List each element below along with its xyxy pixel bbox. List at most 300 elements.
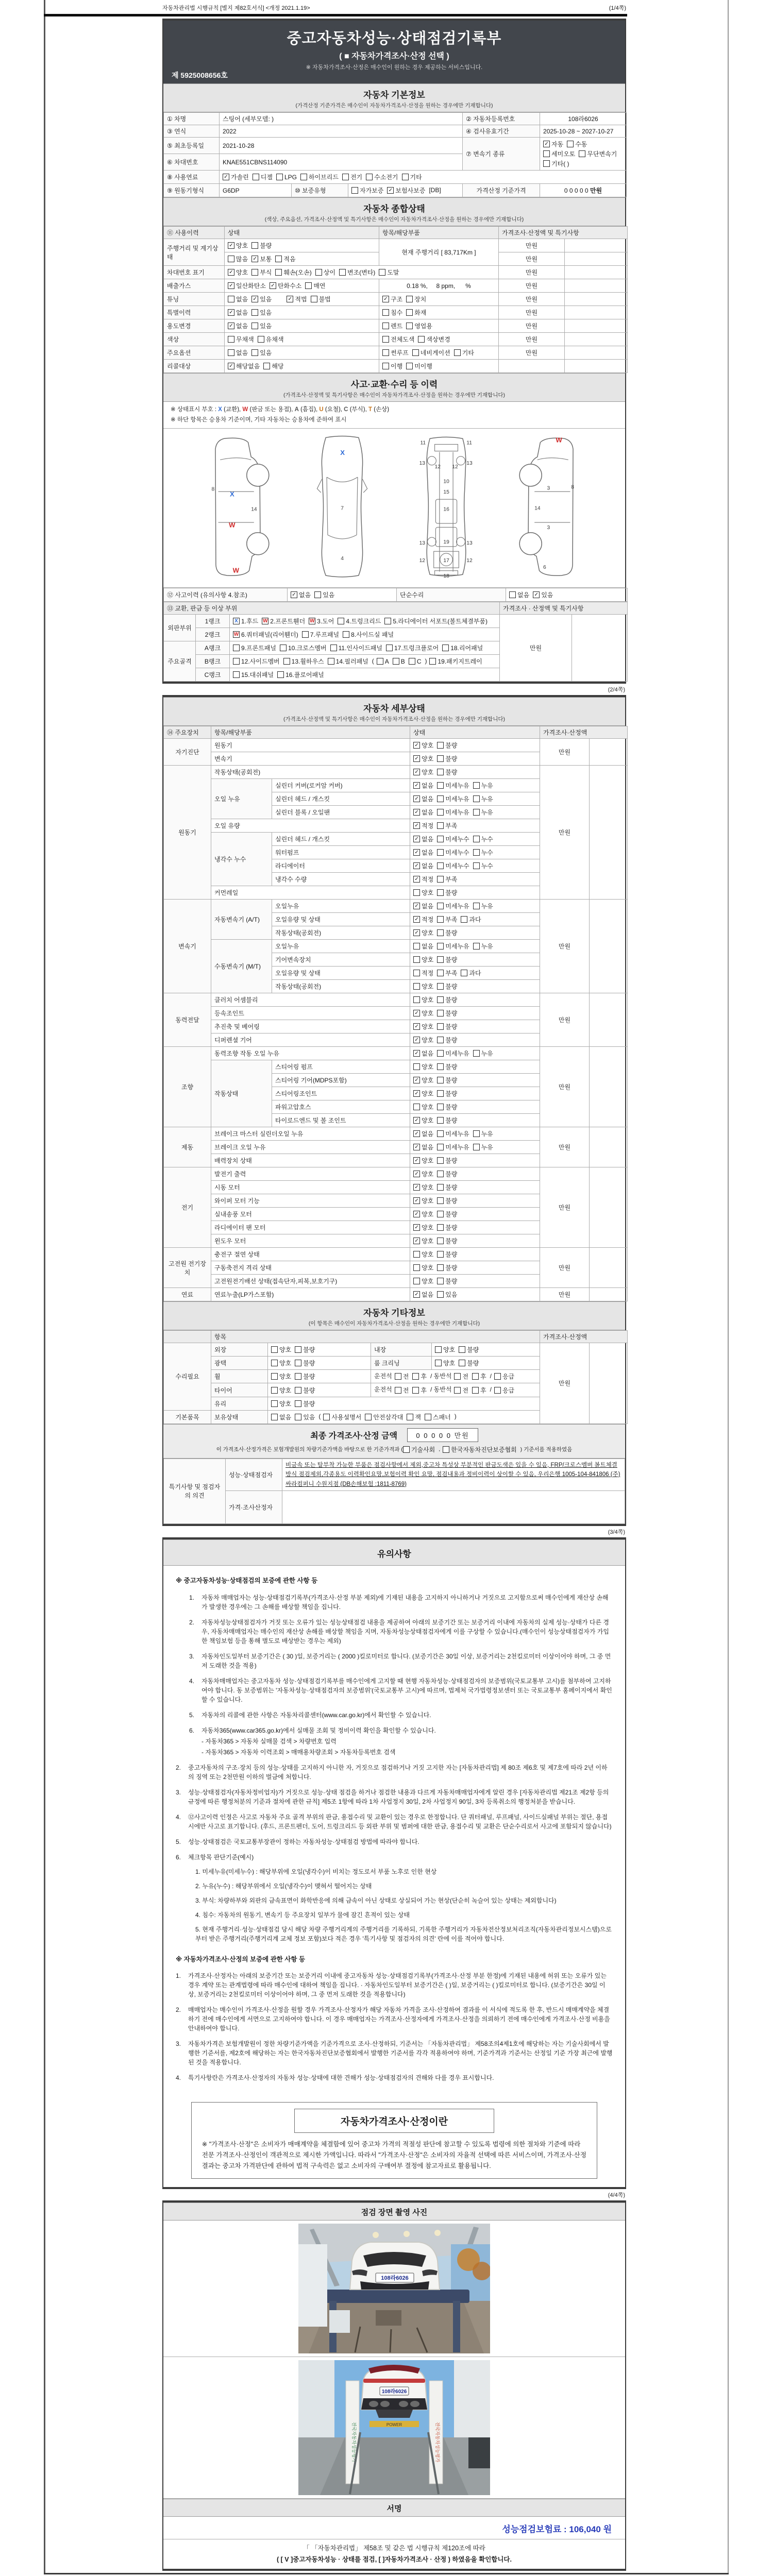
checkbox-양호[interactable] [413,1076,433,1084]
checkbox-box-icon[interactable]: ✓ [413,742,420,749]
checkbox-box-icon[interactable] [437,1010,444,1016]
checkbox-디젤[interactable] [253,173,273,181]
checkbox-box-icon[interactable]: ✓ [413,795,420,802]
checkbox-box-icon[interactable] [413,1251,420,1258]
checkbox-없음[interactable] [413,1129,433,1138]
checkbox-양호[interactable] [413,1223,433,1232]
checkbox-box-icon[interactable] [437,795,444,802]
checkbox-box-icon[interactable] [472,1373,479,1380]
checkbox-누유[interactable] [473,942,493,951]
checkbox-box-icon[interactable]: ✓ [413,1144,420,1150]
checkbox-미세누유[interactable] [437,942,469,951]
checkbox-box-icon[interactable] [473,862,480,869]
checkbox-box-icon[interactable] [437,1278,444,1284]
checkbox-box-icon[interactable] [461,916,467,923]
checkbox-매연[interactable] [305,281,325,290]
checkbox-box-icon[interactable] [271,1387,278,1394]
checkbox-과다[interactable] [461,915,481,924]
checkbox-후[interactable] [472,1386,486,1395]
checkbox-box-icon[interactable]: ✓ [287,296,293,302]
checkbox-양호[interactable] [413,1250,433,1259]
checkbox-box-icon[interactable] [258,336,264,343]
checkbox-안전삼각대[interactable] [365,1413,403,1421]
checkbox-양호[interactable] [413,1263,433,1272]
checkbox-양호[interactable] [413,982,433,991]
checkbox-12.사이드멤버[interactable] [233,657,280,666]
checkbox-box-icon[interactable]: ✓ [413,1023,420,1030]
checkbox-box-icon[interactable] [413,1063,420,1070]
checkbox-box-icon[interactable]: ✓ [387,187,394,194]
checkbox-기타[interactable] [402,173,422,181]
checkbox-box-icon[interactable] [413,1278,420,1284]
checkbox-불량[interactable] [437,888,457,897]
checkbox-box-icon[interactable] [437,1224,444,1231]
checkbox-16.플로어패널[interactable] [277,670,324,679]
checkbox-불량[interactable] [437,1263,457,1272]
checkbox-box-icon[interactable] [429,658,436,665]
checkbox-부족[interactable] [437,821,457,830]
checkbox-box-icon[interactable] [437,809,444,816]
checkbox-box-icon[interactable] [233,645,240,651]
checkbox-양호[interactable] [271,1345,291,1354]
checkbox-적법[interactable] [287,295,307,303]
checkbox-전기[interactable] [342,173,362,181]
checkbox-양호[interactable] [413,1196,433,1205]
checkbox-도말[interactable] [379,268,399,277]
checkbox-없음[interactable] [271,1413,291,1421]
checkbox-5.라디에이터 서포트(볼트체결부품)[interactable] [384,617,488,625]
checkbox-box-icon[interactable]: X [233,618,240,624]
checkbox-미세누유[interactable] [437,1049,469,1058]
checkbox-box-icon[interactable]: ✓ [413,862,420,869]
checkbox-box-icon[interactable]: ✓ [228,282,234,289]
checkbox-box-icon[interactable]: ✓ [413,903,420,909]
checkbox-box-icon[interactable]: ✓ [223,174,229,180]
checkbox-스패너[interactable] [425,1413,451,1421]
checkbox-불량[interactable] [437,1036,457,1044]
checkbox-box-icon[interactable] [342,174,349,180]
checkbox-box-icon[interactable]: ✓ [413,836,420,842]
checkbox-불량[interactable] [459,1345,479,1354]
checkbox-양호[interactable] [413,1116,433,1125]
checkbox-불량[interactable] [459,1359,479,1367]
checkbox-box-icon[interactable] [251,242,258,249]
checkbox-box-icon[interactable] [295,1360,301,1366]
checkbox-box-icon[interactable]: W [309,618,315,624]
checkbox-양호[interactable] [271,1372,291,1381]
checkbox-box-icon[interactable] [473,849,480,856]
checkbox-침수[interactable] [382,308,402,317]
checkbox-누수[interactable] [473,835,493,843]
checkbox-양호[interactable] [413,1277,433,1285]
checkbox-box-icon[interactable] [251,309,258,316]
checkbox-box-icon[interactable] [413,956,420,963]
checkbox-box-icon[interactable]: ✓ [413,769,420,775]
checkbox-양호[interactable] [413,768,433,776]
checkbox-무채색[interactable] [228,335,254,344]
checkbox-양호[interactable] [413,1210,433,1218]
checkbox-box-icon[interactable] [437,836,444,842]
checkbox-양호[interactable] [435,1345,455,1354]
checkbox-없음[interactable] [413,902,433,910]
checkbox-누유[interactable] [473,1143,493,1151]
checkbox-있음[interactable] [295,1413,315,1421]
checkbox-불량[interactable] [437,1210,457,1218]
checkbox-양호[interactable] [413,955,433,964]
checkbox-누유[interactable] [473,1049,493,1058]
checkbox-기타[interactable] [454,348,474,357]
checkbox-불량[interactable] [437,1022,457,1031]
checkbox-미세누유[interactable] [437,808,469,817]
checkbox-box-icon[interactable] [454,1387,461,1394]
checkbox-이행[interactable] [382,362,402,370]
checkbox-양호[interactable] [413,1089,433,1098]
checkbox-box-icon[interactable] [275,256,282,262]
checkbox-box-icon[interactable]: ✓ [413,1238,420,1244]
checkbox-box-icon[interactable] [275,269,282,276]
checkbox-누수[interactable] [473,861,493,870]
checkbox-box-icon[interactable] [437,1117,444,1124]
checkbox-17.트렁크플로어[interactable] [386,643,439,652]
checkbox-없음[interactable] [509,590,529,599]
checkbox-구조[interactable] [382,295,402,303]
checkbox-box-icon[interactable] [413,970,420,976]
checkbox-불량[interactable] [437,1183,457,1192]
checkbox-box-icon[interactable] [567,141,574,147]
checkbox-box-icon[interactable] [271,1346,278,1353]
checkbox-양호[interactable] [413,1103,433,1111]
checkbox-불량[interactable] [437,982,457,991]
checkbox-box-icon[interactable]: ✓ [413,755,420,762]
checkbox-누유[interactable] [473,1129,493,1138]
checkbox-전[interactable] [395,1386,409,1395]
checkbox-불량[interactable] [437,1156,457,1165]
checkbox-부족[interactable] [437,915,457,924]
checkbox-수소전기[interactable] [366,173,398,181]
checkbox-box-icon[interactable] [395,1387,401,1394]
checkbox-후[interactable] [412,1372,427,1381]
checkbox-누유[interactable] [473,794,493,803]
checkbox-해당없음[interactable] [228,362,260,370]
checkbox-box-icon[interactable] [437,1251,444,1258]
checkbox-box-icon[interactable] [311,296,317,302]
checkbox-적정[interactable] [413,915,433,924]
checkbox-box-icon[interactable] [351,187,358,194]
checkbox-box-icon[interactable] [228,336,234,343]
checkbox-box-icon[interactable] [579,150,585,157]
checkbox-보통[interactable] [251,255,272,263]
checkbox-box-icon[interactable] [461,970,467,976]
checkbox-box-icon[interactable] [295,1400,301,1407]
checkbox-있음[interactable] [251,295,272,303]
checkbox-기술사회[interactable] [403,1445,435,1454]
checkbox-양호[interactable] [413,1036,433,1044]
checkbox-box-icon[interactable] [437,1104,444,1110]
checkbox-없음[interactable] [228,308,248,317]
checkbox-후[interactable] [412,1386,427,1395]
checkbox-없음[interactable] [228,348,248,357]
checkbox-box-icon[interactable]: ✓ [413,1211,420,1217]
checkbox-box-icon[interactable] [443,1446,449,1453]
checkbox-box-icon[interactable] [435,1346,442,1353]
checkbox-box-icon[interactable]: ✓ [228,323,234,329]
checkbox-box-icon[interactable] [302,631,309,638]
checkbox-box-icon[interactable]: ✓ [228,269,234,276]
checkbox-양호[interactable] [435,1359,455,1367]
checkbox-있음[interactable] [314,590,334,599]
checkbox-box-icon[interactable] [382,336,389,343]
checkbox-box-icon[interactable] [228,296,234,302]
checkbox-box-icon[interactable] [295,1373,301,1380]
checkbox-1.후드[interactable] [233,617,258,625]
checkbox-box-icon[interactable] [395,1373,401,1380]
checkbox-탄화수소[interactable] [270,281,301,290]
checkbox-box-icon[interactable] [384,618,391,624]
checkbox-C[interactable] [409,658,422,665]
checkbox-box-icon[interactable] [509,591,516,598]
checkbox-적정[interactable] [413,875,433,884]
checkbox-box-icon[interactable] [412,1387,419,1394]
checkbox-box-icon[interactable]: ✓ [251,256,258,262]
checkbox-box-icon[interactable] [437,1184,444,1191]
checkbox-미세누유[interactable] [437,902,469,910]
checkbox-box-icon[interactable] [253,174,259,180]
checkbox-해당[interactable] [263,362,283,370]
checkbox-box-icon[interactable] [437,1291,444,1298]
checkbox-부족[interactable] [437,875,457,884]
checkbox-box-icon[interactable] [295,1346,301,1353]
checkbox-없음[interactable] [413,848,433,857]
checkbox-box-icon[interactable] [437,1197,444,1204]
checkbox-변조(변타)[interactable] [339,268,375,277]
checkbox-box-icon[interactable] [473,1144,480,1150]
checkbox-불량[interactable] [437,928,457,937]
checkbox-box-icon[interactable] [315,269,322,276]
checkbox-양호[interactable] [413,1236,433,1245]
checkbox-불량[interactable] [295,1399,315,1408]
checkbox-양호[interactable] [413,995,433,1004]
checkbox-기타( )[interactable] [543,159,569,168]
checkbox-A[interactable] [377,658,389,665]
checkbox-미세누수[interactable] [437,835,469,843]
checkbox-없음[interactable] [291,590,311,599]
checkbox-box-icon[interactable] [228,349,234,356]
checkbox-보험사보증[interactable] [387,186,425,195]
checkbox-box-icon[interactable] [473,903,480,909]
checkbox-box-icon[interactable] [494,1373,501,1380]
checkbox-불량[interactable] [295,1372,315,1381]
checkbox-box-icon[interactable] [338,618,344,624]
checkbox-box-icon[interactable] [437,1050,444,1057]
checkbox-box-icon[interactable]: ✓ [413,822,420,829]
checkbox-box-icon[interactable] [382,323,389,329]
checkbox-box-icon[interactable] [343,631,349,638]
checkbox-불량[interactable] [437,995,457,1004]
checkbox-box-icon[interactable]: ✓ [270,282,276,289]
checkbox-box-icon[interactable] [409,658,415,665]
checkbox-LPG[interactable] [276,174,297,181]
checkbox-box-icon[interactable] [437,1211,444,1217]
checkbox-응급[interactable] [494,1372,514,1381]
checkbox-자가보증[interactable] [351,186,383,195]
checkbox-box-icon[interactable] [543,150,550,157]
checkbox-불량[interactable] [437,1170,457,1178]
checkbox-box-icon[interactable]: ✓ [413,1037,420,1043]
checkbox-수동[interactable] [567,140,587,148]
checkbox-일산화탄소[interactable] [228,281,266,290]
checkbox-box-icon[interactable] [412,1373,419,1380]
checkbox-렌트[interactable] [382,321,402,330]
checkbox-box-icon[interactable] [425,1414,431,1420]
checkbox-많음[interactable] [228,255,248,263]
checkbox-불량[interactable] [437,1250,457,1259]
checkbox-없음[interactable] [413,835,433,843]
checkbox-box-icon[interactable] [437,862,444,869]
checkbox-box-icon[interactable] [402,174,409,180]
checkbox-box-icon[interactable] [406,363,413,369]
checkbox-미세누수[interactable] [437,848,469,857]
checkbox-7.루프패널[interactable] [302,630,339,639]
checkbox-box-icon[interactable] [442,645,449,651]
checkbox-장치[interactable] [406,295,426,303]
checkbox-box-icon[interactable] [283,658,290,665]
checkbox-box-icon[interactable] [437,755,444,762]
checkbox-없음[interactable] [413,1143,433,1151]
checkbox-불량[interactable] [437,1277,457,1285]
checkbox-11.인사이드패널[interactable] [330,643,382,652]
checkbox-불량[interactable] [437,1223,457,1232]
checkbox-box-icon[interactable]: ✓ [543,141,550,147]
checkbox-box-icon[interactable]: ✓ [413,929,420,936]
checkbox-box-icon[interactable] [271,1400,278,1407]
checkbox-box-icon[interactable] [454,349,461,356]
checkbox-box-icon[interactable] [271,1360,278,1366]
checkbox-양호[interactable] [413,1156,433,1165]
checkbox-box-icon[interactable]: ✓ [413,1157,420,1164]
checkbox-box-icon[interactable] [277,671,284,678]
checkbox-box-icon[interactable]: ✓ [413,1197,420,1204]
checkbox-box-icon[interactable] [276,174,283,180]
checkbox-양호[interactable] [413,888,433,897]
checkbox-box-icon[interactable] [437,849,444,856]
checkbox-box-icon[interactable] [494,1387,501,1394]
checkbox-양호[interactable] [413,1170,433,1178]
checkbox-box-icon[interactable]: ✓ [251,296,258,302]
checkbox-있음[interactable] [251,308,272,317]
checkbox-불량[interactable] [437,741,457,750]
checkbox-불량[interactable] [437,754,457,763]
checkbox-9.프론트패널[interactable] [233,643,276,652]
checkbox-box-icon[interactable]: ✓ [413,1050,420,1057]
checkbox-box-icon[interactable]: W [262,618,268,624]
checkbox-box-icon[interactable] [435,1360,442,1366]
checkbox-과다[interactable] [461,969,481,977]
checkbox-box-icon[interactable] [454,1373,461,1380]
checkbox-box-icon[interactable] [437,1171,444,1177]
checkbox-양호[interactable] [413,1062,433,1071]
checkbox-box-icon[interactable] [339,269,346,276]
checkbox-box-icon[interactable] [330,645,337,651]
checkbox-box-icon[interactable] [406,296,413,302]
checkbox-색상변경[interactable] [418,335,450,344]
checkbox-box-icon[interactable] [382,363,389,369]
checkbox-box-icon[interactable] [473,943,480,950]
checkbox-box-icon[interactable]: ✓ [413,1090,420,1097]
checkbox-box-icon[interactable] [413,889,420,896]
checkbox-불량[interactable] [437,1009,457,1018]
checkbox-미세누유[interactable] [437,794,469,803]
checkbox-10.크로스멤버[interactable] [280,643,327,652]
checkbox-box-icon[interactable] [407,1414,413,1420]
checkbox-box-icon[interactable] [271,1373,278,1380]
checkbox-적정[interactable] [413,821,433,830]
checkbox-미세누유[interactable] [437,1143,469,1151]
checkbox-box-icon[interactable]: ✓ [413,1117,420,1124]
checkbox-box-icon[interactable] [413,1264,420,1271]
checkbox-유채색[interactable] [258,335,284,344]
checkbox-box-icon[interactable]: ✓ [413,1291,420,1298]
checkbox-box-icon[interactable] [437,1090,444,1097]
checkbox-19.패키지트레이[interactable] [429,657,482,666]
checkbox-box-icon[interactable]: ✓ [413,1130,420,1137]
checkbox-양호[interactable] [413,928,433,937]
checkbox-적정[interactable] [413,969,433,977]
checkbox-box-icon[interactable] [379,269,385,276]
checkbox-box-icon[interactable] [437,1144,444,1150]
checkbox-6.쿼터패널(리어휀더)[interactable] [233,630,298,639]
checkbox-box-icon[interactable] [365,1414,372,1420]
checkbox-box-icon[interactable]: ✓ [413,1224,420,1231]
checkbox-후[interactable] [472,1372,486,1381]
checkbox-box-icon[interactable]: ✓ [413,1171,420,1177]
checkbox-box-icon[interactable] [437,903,444,909]
checkbox-box-icon[interactable] [437,996,444,1003]
checkbox-있음[interactable] [533,590,553,599]
checkbox-전[interactable] [454,1372,468,1381]
checkbox-box-icon[interactable]: ✓ [413,916,420,923]
checkbox-없음[interactable] [413,808,433,817]
checkbox-부식[interactable] [251,268,272,277]
checkbox-있음[interactable] [251,321,272,330]
checkbox-box-icon[interactable] [437,1130,444,1137]
checkbox-box-icon[interactable]: ✓ [413,809,420,816]
checkbox-썬루프[interactable] [382,348,409,357]
checkbox-훼손(오손)[interactable] [275,268,311,277]
checkbox-불량[interactable] [295,1386,315,1395]
checkbox-불량[interactable] [295,1345,315,1354]
checkbox-box-icon[interactable] [437,916,444,923]
checkbox-B[interactable] [393,658,405,665]
checkbox-box-icon[interactable] [228,256,234,262]
checkbox-불량[interactable] [437,1196,457,1205]
checkbox-불량[interactable] [251,241,272,250]
checkbox-세미오토[interactable] [543,149,575,158]
checkbox-전[interactable] [454,1386,468,1395]
checkbox-없음[interactable] [413,1290,433,1299]
checkbox-없음[interactable] [413,861,433,870]
checkbox-box-icon[interactable]: ✓ [413,849,420,856]
checkbox-15.대쉬패널[interactable] [233,670,274,679]
checkbox-box-icon[interactable] [437,822,444,829]
checkbox-box-icon[interactable] [437,970,444,976]
checkbox-box-icon[interactable] [314,591,321,598]
checkbox-box-icon[interactable] [300,174,307,180]
checkbox-미세누유[interactable] [437,1129,469,1138]
checkbox-box-icon[interactable] [437,1264,444,1271]
checkbox-box-icon[interactable] [437,1037,444,1043]
checkbox-box-icon[interactable] [271,1414,278,1420]
checkbox-없음[interactable] [413,942,433,951]
